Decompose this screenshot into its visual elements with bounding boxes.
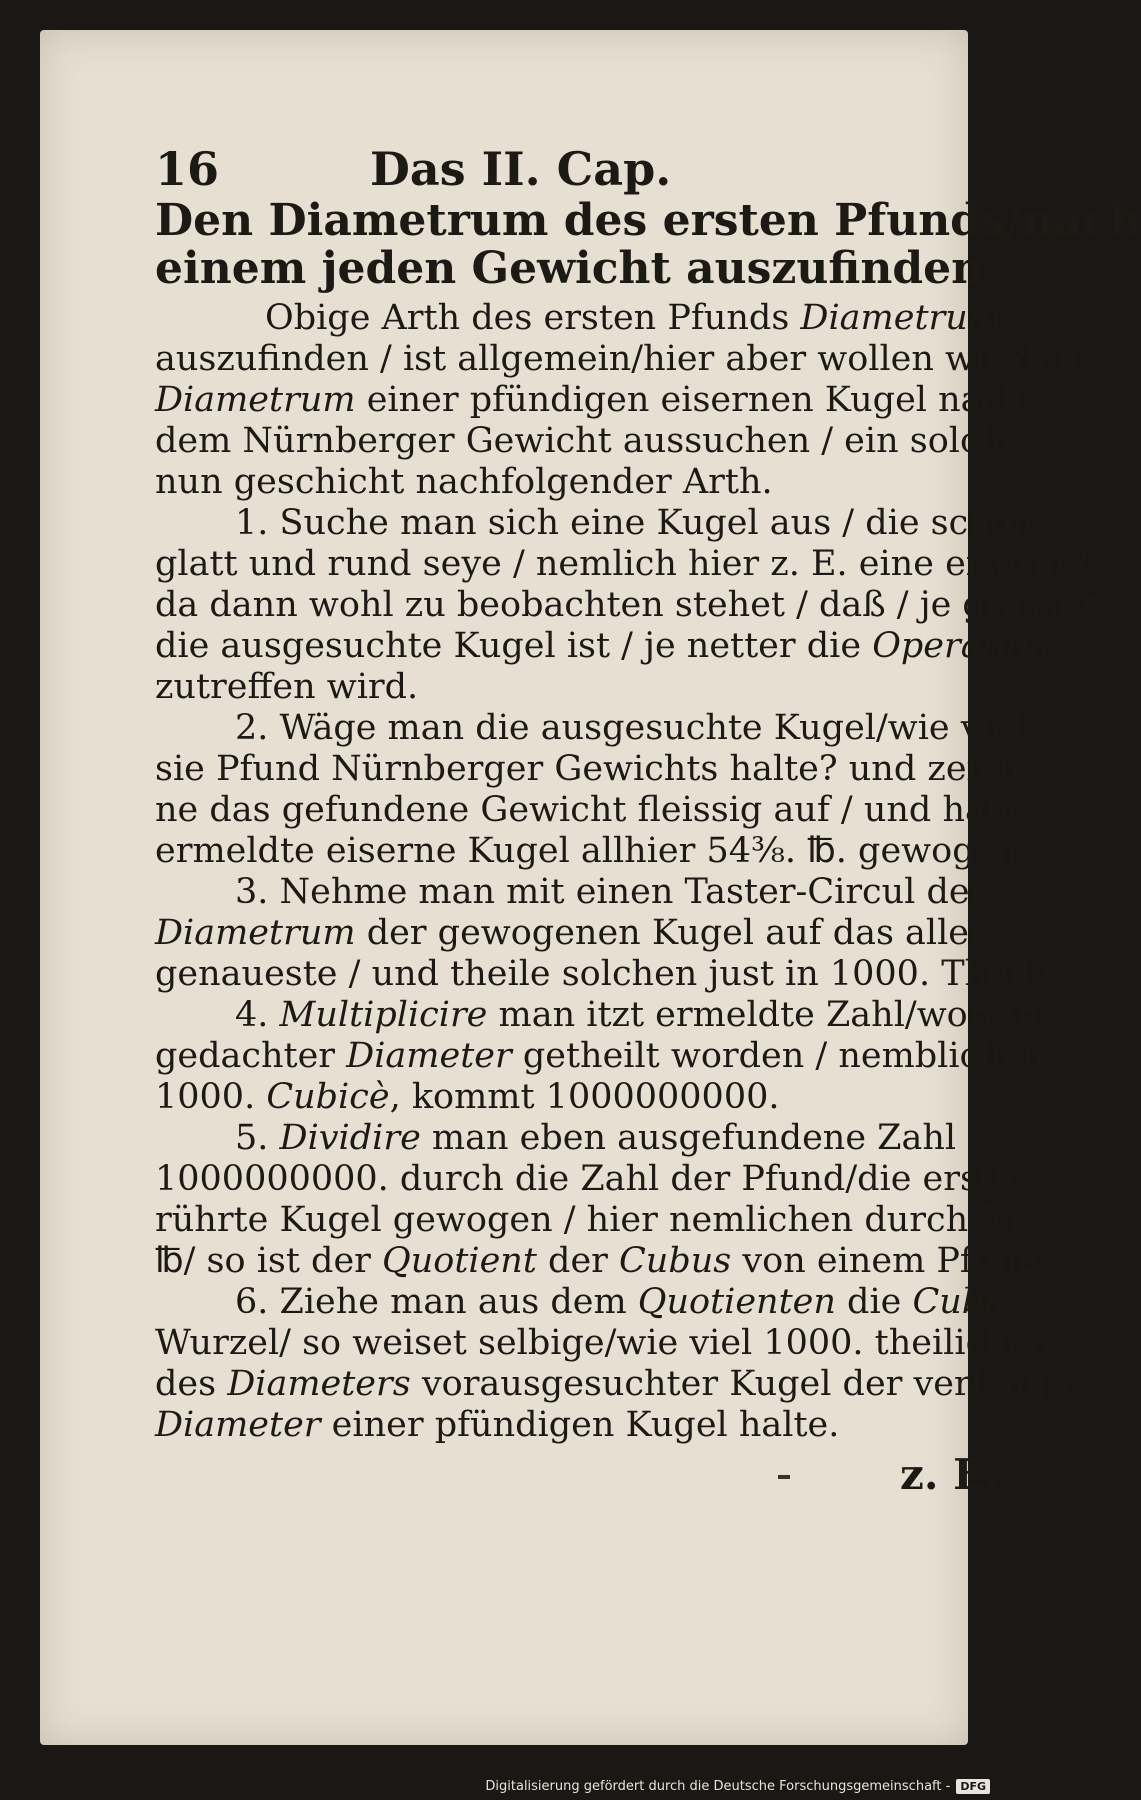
step3-line-2: Diametrum der gewogenen Kugel auf das aller- <box>155 913 998 953</box>
step5-line-1: 5. Dividire man eben ausgefundene Zahl <box>235 1118 957 1158</box>
step6-line-3: des Diameters vorausgesuchter Kugel der verlangte <box>155 1364 1083 1404</box>
step4-line-3: 1000. Cubicè, kommt 1000000000. <box>155 1077 780 1117</box>
dfg-logo: DFG <box>956 1779 990 1794</box>
step6-line-2: Wurzel/ so weiset selbige/wie viel 1000. theilichen <box>155 1323 1051 1363</box>
digitization-credit <box>485 1779 990 1794</box>
intro-line-2: auszufinden / ist allgemein/hier aber wollen wir den <box>155 339 1080 379</box>
page-number: 16 <box>155 142 220 196</box>
step2-line-1: 2. Wäge man die ausgesuchte Kugel/wie viel <box>235 708 1024 748</box>
page-text <box>40 30 1141 1745</box>
step3-line-1: 3. Nehme man mit einen Taster-Circul den <box>235 872 993 912</box>
step1-line-3: da dann wohl zu beobachten stehet / daß / je grösser <box>155 585 1096 625</box>
book-page <box>40 30 1141 1745</box>
step5-line-4: ℔/ so ist der Quotient der Cubus von einem Pfund. <box>155 1241 1052 1281</box>
step6-line-4: Diameter einer pfündigen Kugel halte. <box>155 1405 840 1445</box>
step5-line-2: 1000000000. durch die Zahl der Pfund/die erstbe- <box>155 1159 1047 1199</box>
credit-text: Digitalisierung gefördert durch die Deutsche Forschungsgemeinschaft - <box>485 1779 951 1794</box>
catchword: z. E. <box>900 1450 1000 1499</box>
step1-line-2: glatt und rund seye / nemlich hier z. E. eine eiserne/ <box>155 544 1088 584</box>
intro-line-3: Diametrum einer pfündigen eisernen Kugel nach <box>155 380 1024 420</box>
step6-line-1: 6. Ziehe man aus dem Quotienten die Cubic- <box>235 1282 1027 1322</box>
ink-mark <box>778 1475 790 1479</box>
step2-line-2: sie Pfund Nürnberger Gewichts halte? und zeich- <box>155 749 1032 789</box>
step1-line-1: 1. Suche man sich eine Kugel aus / die schön <box>235 503 1035 543</box>
step5-line-3: rührte Kugel gewogen / hier nemlichen durch 54⅜. <box>155 1200 1069 1240</box>
step1-line-5: zutreffen wird. <box>155 667 419 707</box>
running-title: Das II. Cap. <box>370 142 672 196</box>
intro-line-4: dem Nürnberger Gewicht aussuchen / ein solches <box>155 421 1041 461</box>
step2-line-3: ne das gefundene Gewicht fleissig auf / und habe <box>155 790 1029 830</box>
step4-line-2: gedachter Diameter getheilt worden / nemblichen <box>155 1036 1045 1076</box>
intro-line-1: Obige Arth des ersten Pfunds Diametrum <box>265 298 1001 338</box>
section-heading-line-2: einem jeden Gewicht auszufinden. <box>155 243 999 294</box>
step1-line-4: die ausgesuchte Kugel ist / je netter die Operation <box>155 626 1051 666</box>
intro-line-5: nun geschicht nachfolgender Arth. <box>155 462 773 502</box>
section-heading-line-1: Den Diametrum des ersten Pfunds/nach <box>155 195 1141 246</box>
step4-line-1: 4. Multiplicire man itzt ermeldte Zahl/worein <box>235 995 1039 1035</box>
step3-line-3: genaueste / und theile solchen just in 1000. Theile. <box>155 954 1063 994</box>
step2-line-4: ermeldte eiserne Kugel allhier 54⅜. ℔. gewogen. <box>155 831 1029 871</box>
